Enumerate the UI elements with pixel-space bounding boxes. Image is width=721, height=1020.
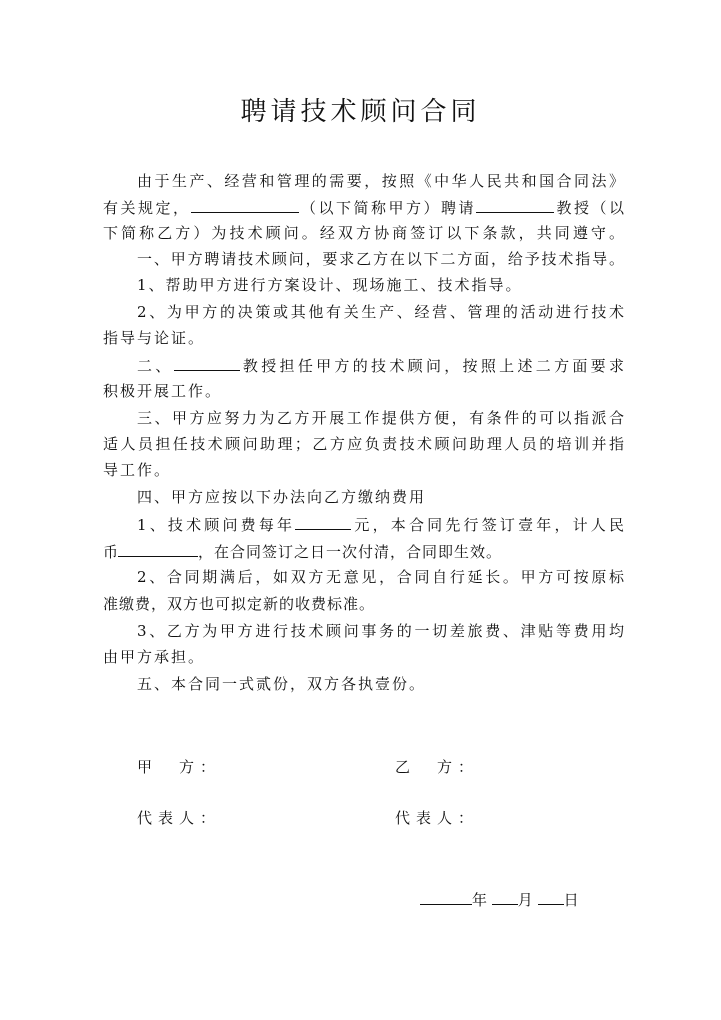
clause-4-heading: 四、甲方应按以下办法向乙方缴纳费用 [137, 488, 427, 506]
fee-text-b: 元，本合同先行签订壹年，计人民 [351, 516, 624, 534]
clause-1-item-2-line-2: 指导与论证。 [103, 329, 206, 347]
day-blank[interactable] [538, 889, 564, 905]
clause-4-item-1-line-1 [103, 514, 624, 535]
day-label: 日 [563, 891, 579, 909]
party-a-name-blank[interactable] [191, 197, 299, 213]
clause-4-item-2-line-1: 2、合同期满后，如双方无意见，合同自行延长。甲方可按原标 [137, 568, 624, 586]
date-row [420, 889, 579, 910]
intro-line-1: 由于生产、经营和管理的需要，按照《中华人民共和国合同法》 [137, 172, 624, 190]
month-label: 月 [517, 891, 533, 909]
clause-4-item-2-line-2: 准缴费，双方也可拟定新的收费标准。 [103, 595, 376, 613]
currency-prefix: 币 [103, 543, 119, 561]
clause-5-heading: 五、本合同一式贰份，双方各执壹份。 [137, 675, 427, 693]
intro-line-2-text-b: （以下简称甲方）聘请 [298, 199, 476, 217]
party-a-representative-label: 代表人： [137, 809, 222, 827]
clause-1-item-1: 1、帮助甲方进行方案设计、现场施工、技术指导。 [137, 276, 523, 294]
annual-fee-blank[interactable] [295, 514, 351, 530]
rmb-amount-blank[interactable] [118, 541, 198, 557]
clause-3-line-1: 三、甲方应努力为乙方开展工作提供方便，有条件的可以指派合 [137, 409, 624, 427]
clause-4-item-1-line-2 [103, 541, 624, 562]
clause-2-line-2: 积极开展工作。 [103, 382, 223, 400]
party-a-signature-label: 甲 方： [137, 758, 222, 776]
clause-1-item-2-line-1: 2、为甲方的决策或其他有关生产、经营、管理的活动进行技术 [137, 303, 624, 321]
intro-line-2-text-a: 有关规定， [103, 199, 191, 217]
party-b-representative-label: 代表人： [395, 809, 480, 827]
document-title: 聘请技术顾问合同 [240, 97, 481, 127]
intro-line-3: 下简称乙方）为技术顾问。经双方协商签订以下条款，共同遵守。 [103, 224, 624, 242]
professor-name-blank[interactable] [476, 197, 554, 213]
clause-4-item-3-line-1: 3、乙方为甲方进行技术顾问事务的一切差旅费、津贴等费用均 [137, 622, 624, 640]
payment-terms-text: ，在合同签订之日一次付清，合同即生效。 [198, 543, 503, 561]
clause-4-item-3-line-2: 由甲方承担。 [103, 648, 206, 666]
intro-line-2-text-c: 教授（以 [553, 199, 624, 217]
year-label: 年 [472, 891, 488, 909]
clause-2-line-1 [103, 355, 624, 376]
clause-3-line-2: 适人员担任技术顾问助理；乙方应负责技术顾问助理人员的培训并指 [103, 435, 624, 453]
year-blank[interactable] [420, 889, 472, 905]
intro-line-2 [103, 197, 624, 218]
party-b-signature-label: 乙 方： [395, 758, 480, 776]
fee-text-a: 1、技术顾问费每年 [137, 516, 296, 534]
month-blank[interactable] [492, 889, 518, 905]
clause-1-heading: 一、甲方聘请技术顾问，要求乙方在以下二方面，给予技术指导。 [137, 250, 624, 268]
clause-3-line-3: 导工作。 [103, 461, 172, 479]
consultant-name-blank[interactable] [174, 355, 240, 371]
clause-2-text: 教授担任甲方的技术顾问，按照上述二方面要求 [239, 357, 624, 375]
clause-2-prefix: 二、 [137, 357, 174, 375]
